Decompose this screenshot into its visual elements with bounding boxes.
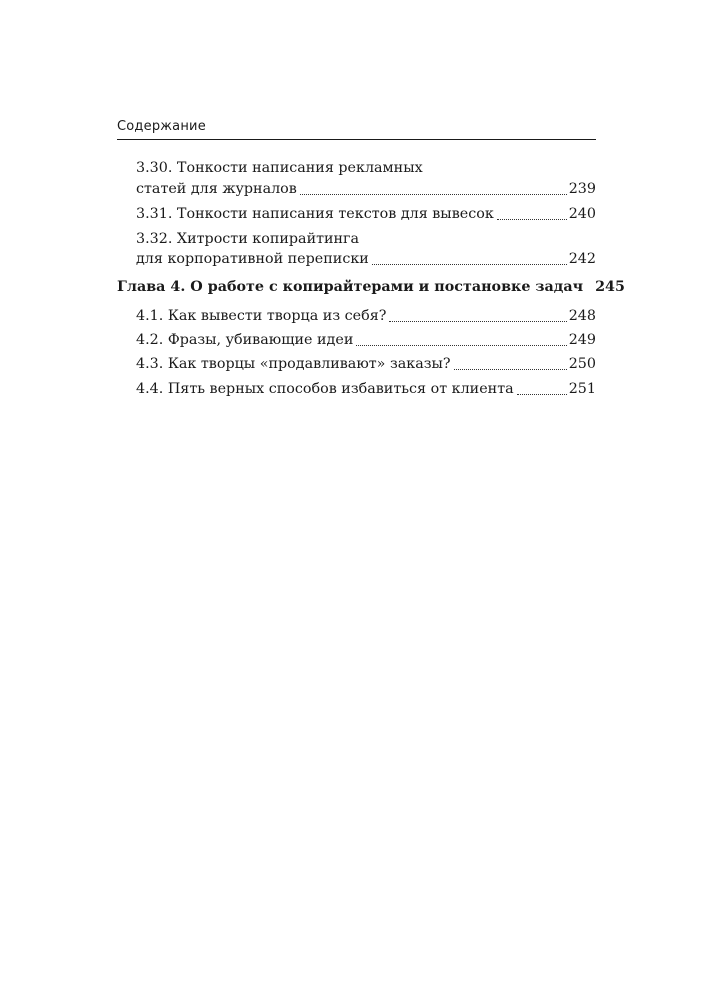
leader-dots [300,193,567,195]
toc-page-number: 251 [568,381,596,397]
leader-dots [517,393,567,395]
toc-page-number: 239 [568,181,596,197]
toc-entry-title: 3.31. Тонкости написания текстов для вывесок [136,206,494,222]
toc-entry-3-31[interactable] [136,205,596,223]
header-rule [117,139,596,140]
toc-entry-3-32-line1: 3.32. Хитрости копирайтинга [136,231,360,247]
toc-entry-4-4[interactable] [136,380,596,398]
toc-page-number: 250 [568,356,596,372]
toc-entry-4-2[interactable] [136,331,596,349]
toc-entry-4-3[interactable] [136,355,596,373]
toc-entry-4-1[interactable] [136,307,596,325]
toc-entry-title: статей для журналов [136,181,297,197]
toc-entry-title: 4.2. Фразы, убивающие идеи [136,332,354,348]
toc-entry-title: 4.4. Пять верных способов избавиться от клиента [136,381,514,397]
toc-chapter-title: Глава 4. О работе с копирайтерами и постановке задач [117,279,584,295]
toc-entry-title: для корпоративной переписки [136,251,369,267]
leader-dots [389,320,566,322]
toc-page-number: 245 [595,279,625,295]
toc-chapter-4[interactable] [117,278,625,296]
leader-dots [372,263,567,265]
leader-dots [454,368,567,370]
toc-entry-title: 4.3. Как творцы «продавливают» заказы? [136,356,451,372]
toc-page-number: 242 [568,251,596,267]
leader-dots [356,344,566,346]
running-head-title: Содержание [117,119,206,134]
toc-entry-title: 4.1. Как вывести творца из себя? [136,308,387,324]
toc-page-number: 249 [568,332,596,348]
toc-entry-3-30-line1: 3.30. Тонкости написания рекламных [136,160,423,176]
toc-page-number: 248 [568,308,596,324]
toc-page-number: 240 [568,206,596,222]
toc-entry-3-32[interactable] [136,250,596,268]
toc-entry-3-30[interactable] [136,180,596,198]
leader-dots [497,218,567,220]
